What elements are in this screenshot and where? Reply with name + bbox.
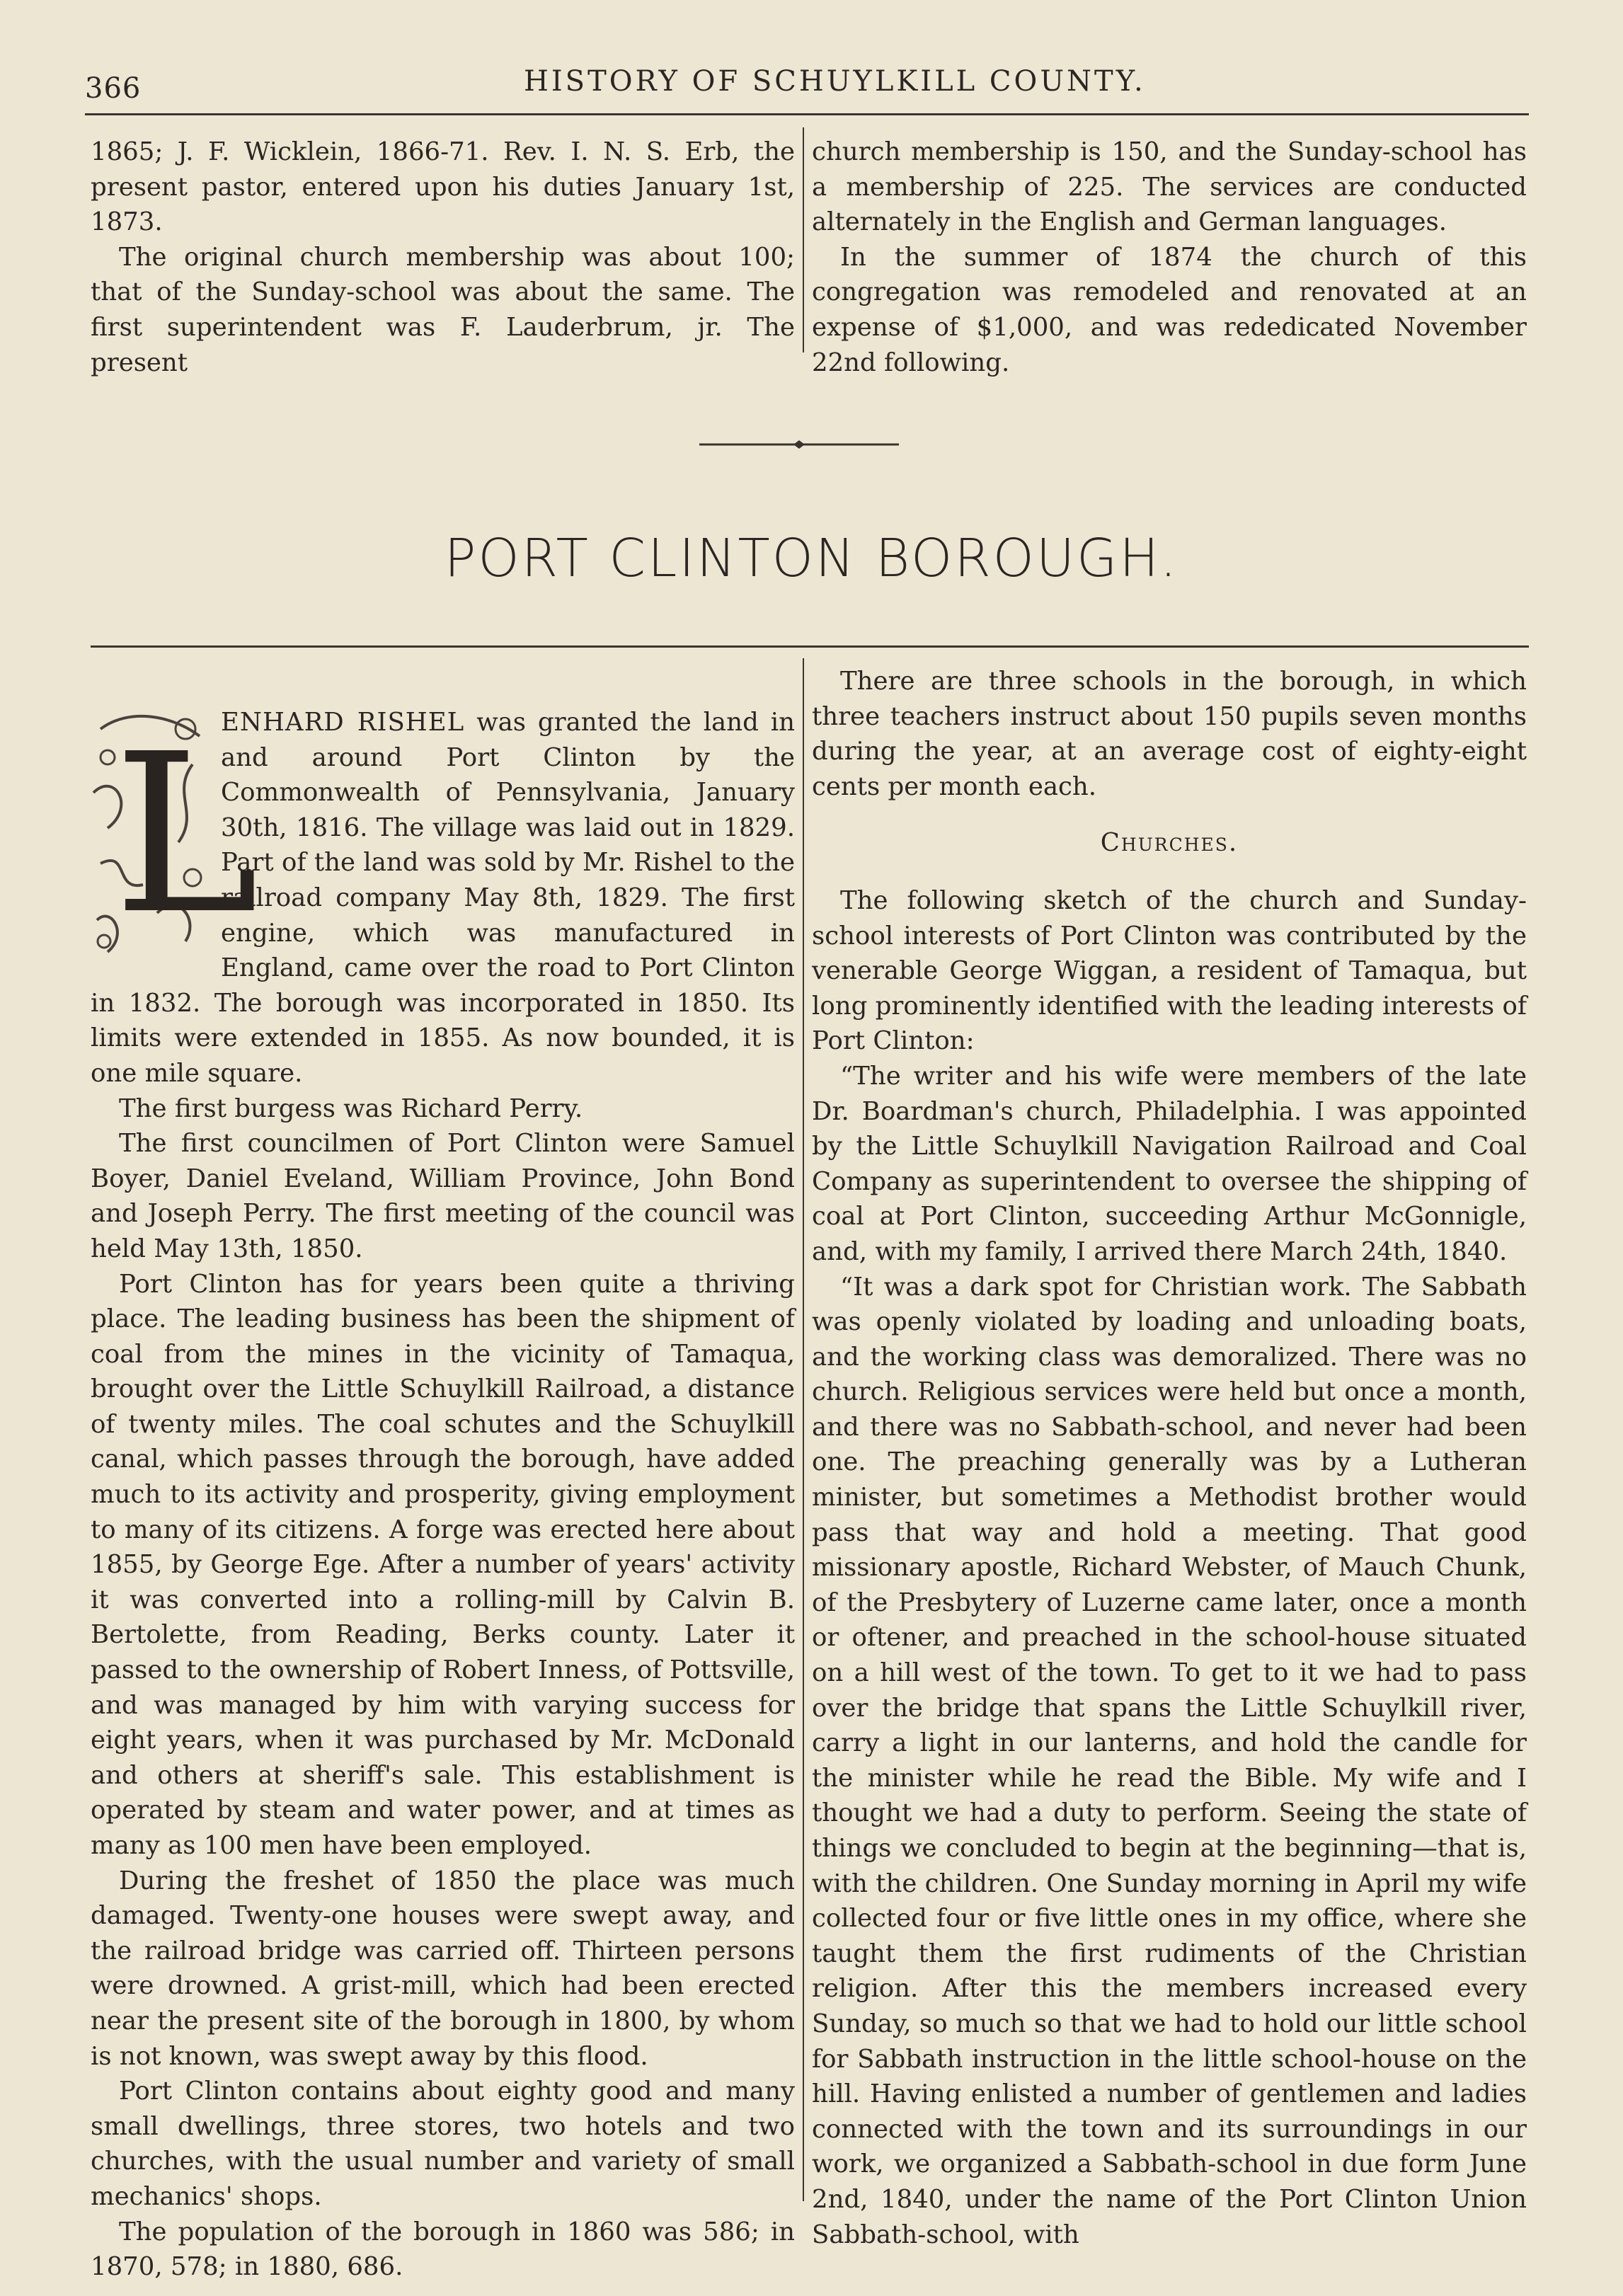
column-divider — [803, 658, 804, 2201]
header-rule — [85, 113, 1529, 115]
page-number: 366 — [85, 72, 142, 105]
paragraph: 1865; J. F. Wicklein, 1866-71. Rev. I. N. S. Erb, the present pastor, entered upon his duties January 1st, 1873. — [91, 137, 795, 237]
lead-paragraph — [91, 705, 795, 1091]
paragraph: The following sketch of the church and Sunday-school interests of Port Clinton was contributed by the venerable George Wiggan, a resident of Tamaqua, but long prominently identified with the leading interests of Port Clinton: — [812, 885, 1527, 1056]
paragraph: The first councilmen of Port Clinton were Samuel Boyer, Daniel Eveland, William Province, John Bond and Joseph Perry. The first meeting of the council was held May 13th, 1850. — [91, 1129, 795, 1263]
lead-text: was granted the land in and around Port Clinton by the Commonwealth of Pennsylvania, January 30th, 1816. The village was laid out in 1829. Part of the land was sold by Mr. Rishel to the railroad company May 8th, 1829. The first engine, which was manufactured in England, came over the road to Port Clinton in 1832. The borough was incorporated in 1850. Its limits were extended in 1855. As now bounded, it is one mile square. — [91, 708, 795, 1088]
top-left-column — [91, 134, 795, 380]
paragraph: The population of the borough in 1860 was 586; in 1870, 578; in 1880, 686. — [91, 2217, 795, 2282]
section-rule — [91, 645, 1529, 648]
paragraph: “It was a dark spot for Christian work. The Sabbath was openly violated by loading and unloading boats, and the working class was demoralized. There was no church. Religious services were held but once a month, and there was no Sabbath-school, and never had been one. The preaching generally was by a Lutheran minister, but sometimes a Methodist brother would pass that way and hold a meeting. That good missionary apostle, Richard Webster, of Mauch Chunk, of the Presbytery of Luzerne came later, once a month or oftener, and preached in the school-house situated on a hill west of the town. To get to it we had to pass over the bridge that spans the Little Schuylkill river, carry a light in our lanterns, and hold the candle for the minister while he read the Bible. My wife and I thought we had a duty to perform. Seeing the state of things we concluded to begin at the beginning—that is, with the children. One Sunday morning in April my wife collected four or five little ones in my office, where she taught them the first rudiments of the Christian religion. After this the members increased every Sunday, so much so that we had to hold our little school for Sabbath instruction in the little school-house on the hill. Having enlisted a number of gentlemen and ladies connected with the town and its surroundings in our work, we organized a Sabbath-school in due form June 2nd, 1840, under the name of the Port Clinton Union Sabbath-school, with — [812, 1272, 1527, 2249]
paragraph: The original church membership was about 100; that of the Sunday-school was about the same. The first superintendent was F. Lauderbrum, jr. The present — [91, 242, 795, 377]
paragraph: Port Clinton has for years been quite a thriving place. The leading business has been the shipment of coal from the mines in the vicinity of Tamaqua, brought over the Little Schuylkill Railroad, a distance of twenty miles. The coal schutes and the Schuylkill canal, which passes through the borough, have added much to its activity and prosperity, giving employment to many of its citizens. A forge was erected here about 1855, by George Ege. After a number of years' activity it was converted into a rolling-mill by Calvin B. Bertolette, from Reading, Berks county. Later it passed to the ownership of Robert Inness, of Pottsville, and was managed by him with varying success for eight years, when it was purchased by Mr. McDonald and others at sheriff's sale. This establishment is operated by steam and water power, and at times as many as 100 men have been employed. — [91, 1269, 795, 1860]
running-title: HISTORY OF SCHUYLKILL COUNTY. — [524, 65, 1146, 98]
churches-subheading: Churches. — [1100, 828, 1239, 858]
main-right-column — [812, 664, 1527, 2252]
paragraph: The first burgess was Richard Perry. — [119, 1094, 583, 1123]
paragraph: Port Clinton contains about eighty good and many small dwellings, three stores, two hotels and two churches, with the usual number and variety of small mechanics' shops. — [91, 2077, 795, 2211]
lead-caps: ENHARD RISHEL — [221, 708, 465, 737]
paragraph: church membership is 150, and the Sunday-school has a membership of 225. The services are conducted alternately in the English and German languages. — [812, 137, 1527, 237]
ornament-divider — [699, 440, 899, 449]
top-right-column — [812, 134, 1527, 380]
main-left-column — [91, 705, 795, 2285]
paragraph: In the summer of 1874 the church of this congregation was remodeled and renovated at an expense of $1,000, and was rededicated November 22nd following. — [812, 242, 1527, 377]
dropcap-letter: L — [113, 707, 259, 963]
paragraph: “The writer and his wife were members of the late Dr. Boardman's church, Philadelphia. I was appointed by the Little Schuylkill Navigation Railroad and Coal Company as superintendent to oversee the shipping of coal at Port Clinton, succeeding Arthur McGonnigle, and, with my family, I arrived there March 24th, 1840. — [812, 1061, 1527, 1266]
ornamental-dropcap — [86, 707, 259, 964]
paragraph: There are three schools in the borough, in which three teachers instruct about 150 pupils seven months during the year, at an average cost of eighty-eight cents per month each. — [812, 667, 1527, 801]
paragraph: During the freshet of 1850 the place was much damaged. Twenty-one houses were swept away, and the railroad bridge was carried off. Thirteen persons were drowned. A grist-mill, which had been erected near the present site of the borough in 1800, by whom is not known, was swept away by this flood. — [91, 1866, 795, 2071]
column-divider — [803, 127, 804, 352]
section-title: PORT CLINTON BOROUGH. — [444, 528, 1179, 589]
